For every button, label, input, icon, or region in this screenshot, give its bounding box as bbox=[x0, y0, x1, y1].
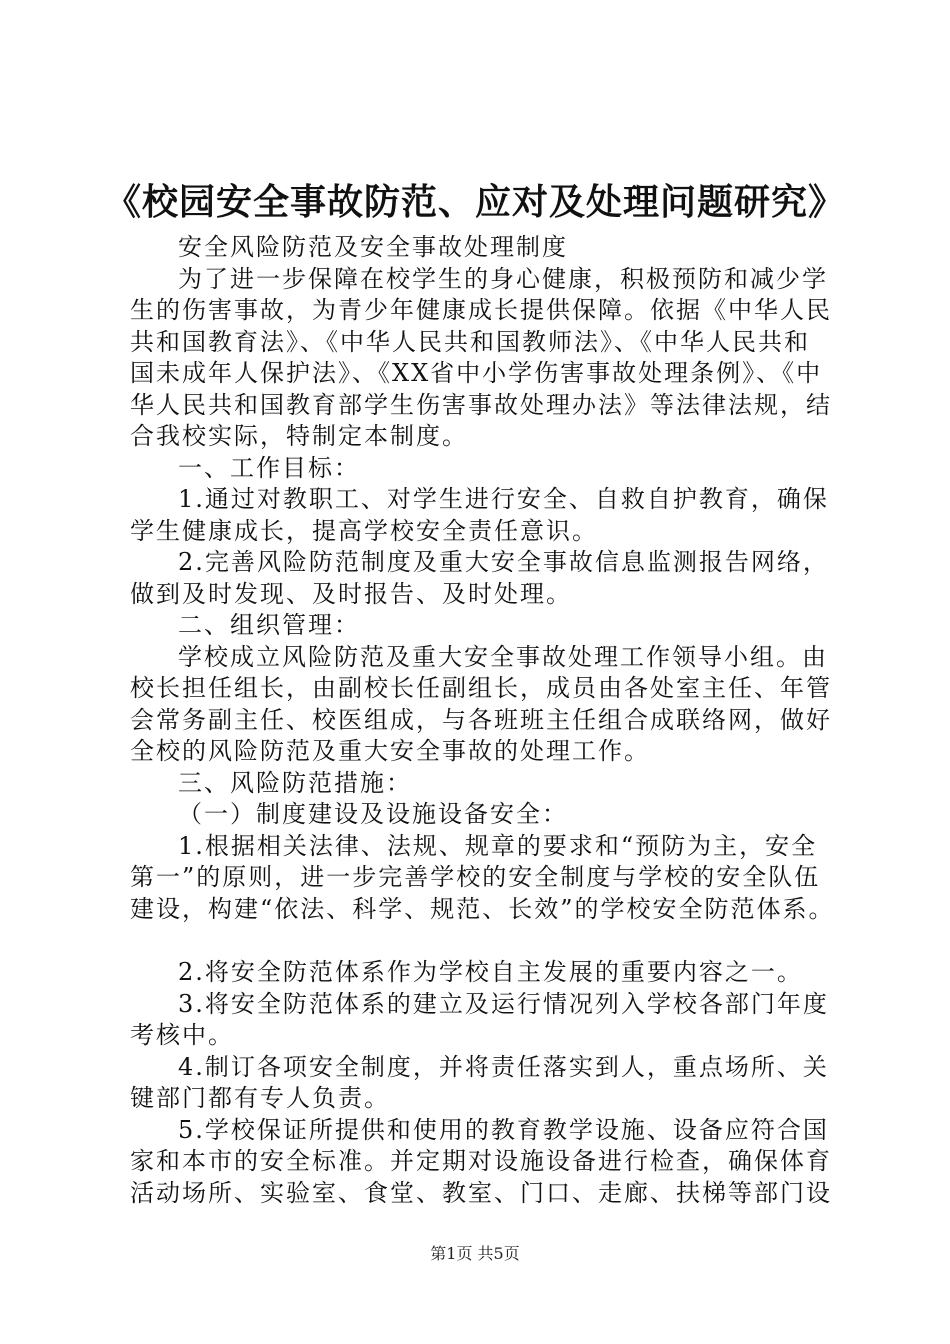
paragraph-measure-1: 1.根据相关法律、法规、规章的要求和“预防为主，安全第一”的原则，进一步完善学校的安全制度与学校的安全队伍建设，构建“依法、科学、规范、长效”的学校安全防范体系。 bbox=[130, 831, 835, 923]
paragraph-measure-5: 5.学校保证所提供和使用的教育教学设施、设备应符合国家和本市的安全标准。并定期对设施设备进行检查，确保体育活动场所、实验室、食堂、教室、门口、走廊、扶梯等部门设 bbox=[130, 1115, 832, 1207]
heading-work-goals: 一、工作目标： bbox=[178, 453, 360, 482]
document-title: 《校园安全事故防范、应对及处理问题研究》 bbox=[104, 181, 845, 223]
paragraph-organization: 学校成立风险防范及重大安全事故处理工作领导小组。由校长担任组长，由副校长任副组长，成员由各处室主任、年管会常务副主任、校医组成，与各班班主任组合成联络网，做好全校的风险防范及重大安全事故的处理工作。 bbox=[130, 642, 832, 765]
section-subtitle: 安全风险防范及安全事故处理制度 bbox=[178, 233, 568, 261]
paragraph-goal-1: 1.通过对教职工、对学生进行安全、自救自护教育，确保学生健康成长，提高学校安全责任意识。 bbox=[130, 485, 829, 545]
heading-organization: 二、组织管理： bbox=[178, 611, 360, 639]
heading-risk-measures: 三、风险防范措施： bbox=[178, 768, 412, 797]
paragraph-goal-2: 2.完善风险防范制度及重大安全事故信息监测报告网络，做到及时发现、及时报告、及时处理。 bbox=[130, 548, 829, 608]
paragraph-measure-3: 3.将安全防范体系的建立及运行情况列入学校各部门年度考核中。 bbox=[130, 989, 829, 1049]
paragraph-measure-4: 4.制订各项安全制度，并将责任落实到人，重点场所、关键部门都有专人负责。 bbox=[130, 1052, 829, 1112]
paragraph-intro: 为了进一步保障在校学生的身心健康，积极预防和减少学生的伤害事故，为青少年健康成长提供保障。依据《中华人民共和国教育法》、《中华人民共和国教师法》、《中华人民共和国未成年人保护法》、《XX省中小学伤害事故处理条例》、《中华人民共和国教育部学生伤害事故处理办法》等法律法规，结合我校实际，特制定本制度。 bbox=[130, 264, 832, 450]
document-body bbox=[130, 232, 835, 1209]
subheading-facilities: （一）制度建设及设施设备安全： bbox=[178, 800, 568, 828]
page-number: 第1页 共5页 bbox=[430, 1244, 520, 1263]
paragraph-measure-2: 2.将安全防范体系作为学校自主发展的重要内容之一。 bbox=[178, 958, 803, 986]
